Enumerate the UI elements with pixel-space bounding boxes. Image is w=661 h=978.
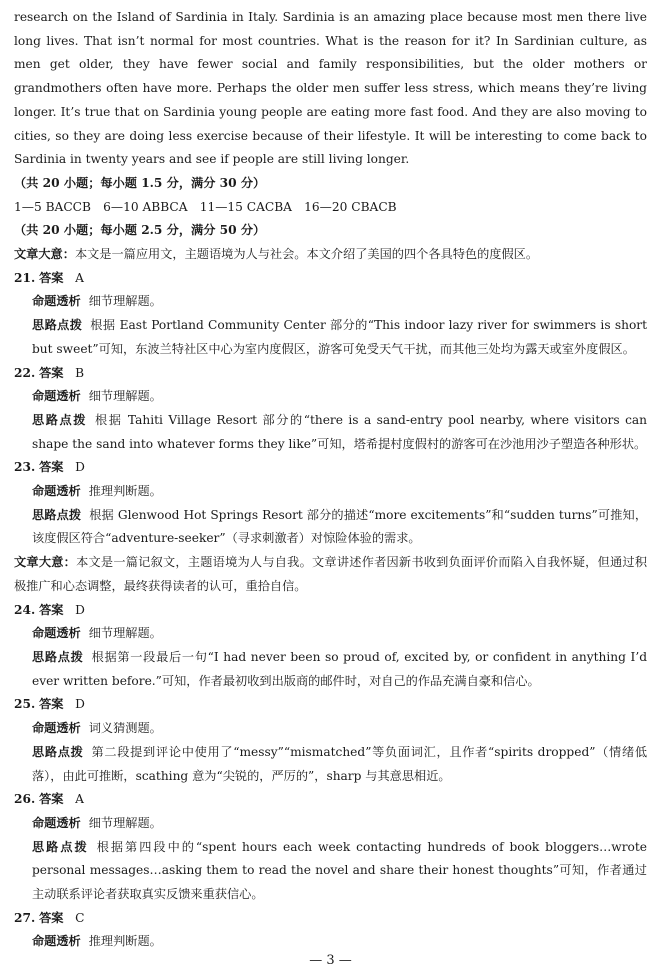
passage-text: research on the Island of Sardinia in Italy. Sardinia is an amazing place because most men there live long lives. That isn’t normal for most countries. What is the reason for it? In Sardinian culture, as men get older, they have fewer social and family responsibilities, but the older mothers or grandmothers often have more. Perhaps the older men suffer less stress, which means they’re living longer. It’s true that on Sardinia young people are eating more fast food. And they are also moving to cities, so they are doing less exercise because of their lifestyle. It will be interesting to come back to Sardinia in twenty years and see if people are still living longer. [14, 10, 647, 167]
question-number: 25. [14, 697, 36, 712]
analysis-text: 根据 Tahiti Village Resort 部分的“there is a sand-entry pool nearby, where visitors can shape the sand into whatever forms they like”可知，塔希提村度假村的游客可在沙池用沙子塑造各种形状。 [32, 412, 648, 451]
analysis-label: 思路点拨 [32, 744, 84, 759]
question-type: 推理判断题。 [88, 484, 162, 499]
summary-text: 本文是一篇记叙文，主题语境为人与自我。文章讲述作者因新书收到负面评价而陷入自我怀疑，但通过积极推广和心态调整，最终获得读者的认可，重拾自信。 [14, 555, 648, 593]
type-label: 命题透析 [32, 626, 81, 641]
question-type: 细节理解题。 [88, 626, 162, 641]
answer-value: C [75, 910, 85, 925]
answer-value: A [75, 792, 84, 807]
analysis-label: 思路点拨 [32, 412, 87, 427]
question-24 [14, 599, 647, 694]
summary-label: 文章大意： [14, 247, 75, 262]
type-label: 命题透析 [32, 389, 81, 404]
question-type: 推理判断题。 [88, 934, 162, 949]
question-type: 细节理解题。 [88, 389, 162, 404]
answer-label: 答案 [39, 602, 64, 617]
answer-label: 答案 [39, 365, 64, 380]
question-type: 词义猜测题。 [88, 721, 162, 736]
question-number: 22. [14, 365, 36, 380]
question-23 [14, 456, 647, 551]
question-27 [14, 907, 647, 954]
question-number: 23. [14, 460, 36, 475]
analysis-label: 思路点拨 [32, 507, 82, 522]
page-number: — 3 — [309, 953, 352, 968]
answer-label: 答案 [39, 460, 64, 475]
section1-header: （共 20 小题；每小题 1.5 分，满分 30 分） [14, 175, 266, 190]
answer-value: D [75, 460, 85, 475]
summary-a [14, 243, 647, 267]
answer-label: 答案 [39, 270, 64, 285]
question-type: 细节理解题。 [88, 294, 162, 309]
answer-label: 答案 [39, 697, 64, 712]
question-22 [14, 362, 647, 457]
question-number: 21. [14, 270, 36, 285]
analysis-label: 思路点拨 [32, 649, 84, 664]
question-25 [14, 693, 647, 788]
analysis-label: 思路点拨 [32, 318, 83, 333]
question-number: 24. [14, 602, 36, 617]
answer-value: A [75, 270, 84, 285]
answer-value: D [75, 697, 85, 712]
analysis-text: 根据第一段最后一句“I had never been so proud of, excited by, or confident in anything I’d ever written before.”可知，作者最初收到出版商的邮件时，对自己的作品充满自豪和信心。 [32, 649, 647, 688]
question-number: 27. [14, 910, 36, 925]
section1-answers: 1—5 BACCB 6—10 ABBCA 11—15 CACBA 16—20 CBACB [14, 199, 397, 214]
answer-value: D [75, 602, 85, 617]
analysis-text: 第二段提到评论中使用了“messy”“mismatched”等负面词汇，且作者“spirits dropped”（情绪低落），由此可推断，scathing 意为“尖锐的，严厉的”，sharp 与其意思相近。 [32, 744, 648, 783]
answer-label: 答案 [39, 792, 64, 807]
analysis-text: 根据 Glenwood Hot Springs Resort 部分的描述“more excitements”和“sudden turns”可推知，该度假区符合“adventure-seeker”（寻求刺激者）对惊险体验的需求。 [32, 507, 648, 546]
question-21 [14, 267, 647, 362]
type-label: 命题透析 [32, 294, 81, 309]
type-label: 命题透析 [32, 934, 81, 949]
question-type: 细节理解题。 [88, 815, 162, 830]
type-label: 命题透析 [32, 721, 81, 736]
analysis-label: 思路点拨 [32, 839, 89, 854]
summary-b [14, 551, 647, 598]
section2-header: （共 20 小题；每小题 2.5 分，满分 50 分） [14, 223, 266, 238]
question-number: 26. [14, 792, 36, 807]
analysis-text: 根据第四段中的“spent hours each week contacting hundreds of book bloggers…wrote personal messages…asking them to read the novel and share their honest thoughts”可知，作者通过主动联系评论者获取真实反馈来重获信心。 [32, 839, 647, 902]
answer-value: B [75, 365, 85, 380]
analysis-text: 根据 East Portland Community Center 部分的“This indoor lazy river for swimmers is short but sweet”可知，东波兰特社区中心为室内度假区，游客可免受天气干扰，而其他三处均为露天或室外度假区。 [32, 318, 648, 356]
answer-label: 答案 [39, 910, 64, 925]
question-26 [14, 788, 647, 907]
type-label: 命题透析 [32, 484, 81, 499]
type-label: 命题透析 [32, 815, 81, 830]
summary-text: 本文是一篇应用文，主题语境为人与社会。本文介绍了美国的四个各具特色的度假区。 [74, 247, 539, 262]
summary-label: 文章大意： [14, 555, 77, 570]
